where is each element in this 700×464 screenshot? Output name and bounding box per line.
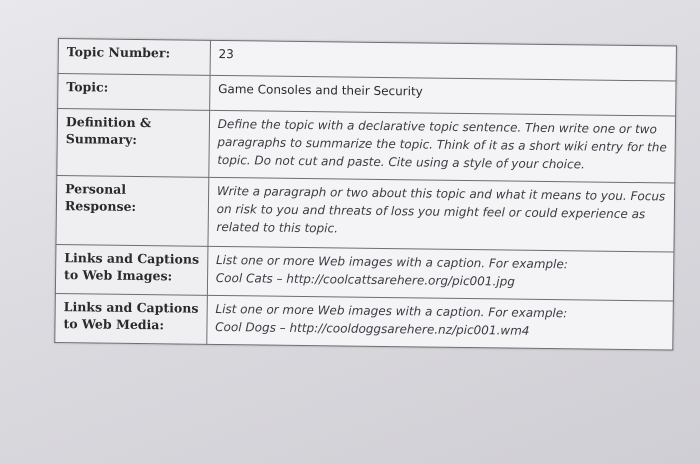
table-row-personal-response	[56, 175, 675, 252]
value-personal-response: Write a paragraph or two about this topic and what it means to you. Focus on risk to you and threats of loss you might feel or could experience as related to this topic.	[208, 177, 675, 252]
value-topic: Game Consoles and their Security	[209, 75, 676, 116]
value-web-media: List one or more Web images with a caption. For example: Cool Dogs – http://cooldoggsarehere.nz/pic001.wm4	[207, 295, 674, 350]
value-web-images: List one or more Web images with a caption. For example: Cool Cats – http://coolcattsarehere.org/pic001.jpg	[207, 246, 674, 301]
table-row-web-images	[55, 244, 674, 301]
label-definition-summary: Definition & Summary:	[57, 109, 210, 178]
table-row-web-media	[55, 293, 674, 350]
value-topic-number: 23	[210, 40, 677, 81]
table-row-definition	[57, 109, 676, 184]
value-definition-summary: Define the topic with a declarative topic sentence. Then write one or two paragraphs to summarize the topic. Think of it as a short wiki entry for the topic. Do not cut and paste. Cite using a style of your choice.	[209, 110, 676, 183]
document-sheet	[54, 38, 670, 375]
label-web-media: Links and Captions to Web Media:	[55, 293, 207, 344]
topic-table	[54, 38, 677, 351]
label-personal-response: Personal Response:	[56, 175, 209, 246]
label-web-images: Links and Captions to Web Images:	[55, 244, 207, 295]
label-topic-number: Topic Number:	[58, 39, 210, 76]
label-topic: Topic:	[58, 74, 210, 111]
